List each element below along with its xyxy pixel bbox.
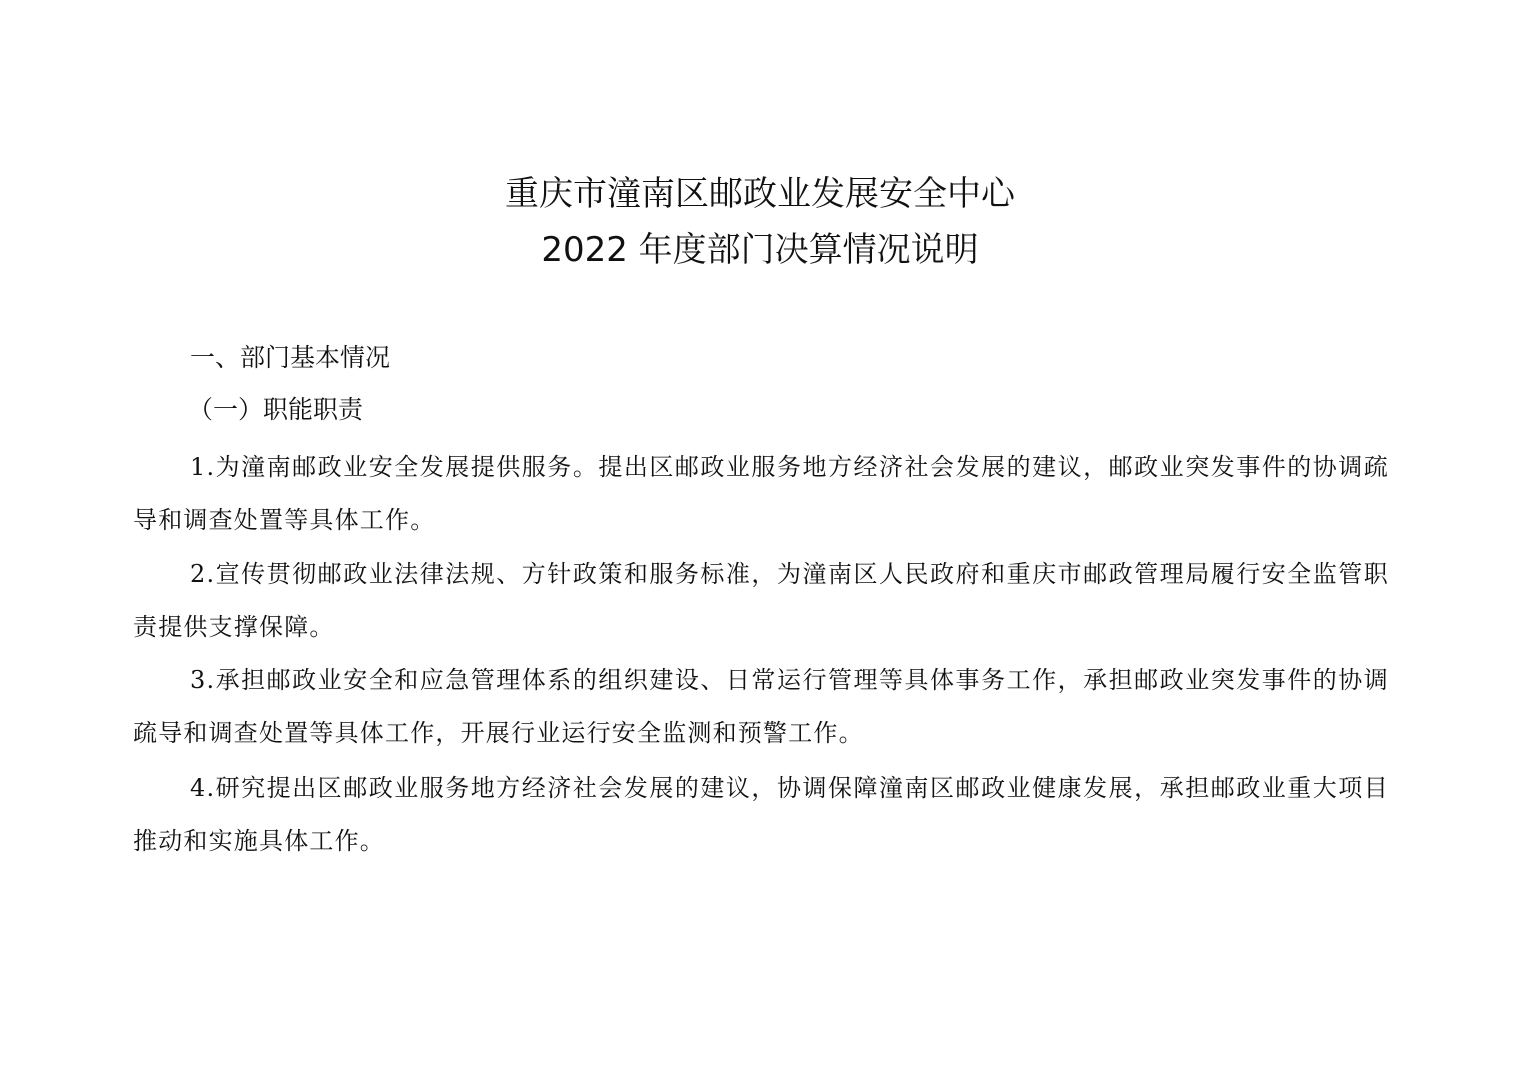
subsection-heading: （一）职能职责	[188, 395, 364, 424]
paragraph-2: 2.宣传贯彻邮政业法律法规、方针政策和服务标准，为潼南区人民政府和重庆市邮政管理局履行安全监管职责提供支撑保障。	[133, 560, 1389, 641]
section-heading: 一、部门基本情况	[190, 343, 391, 372]
paragraph-4: 4.研究提出区邮政业服务地方经济社会发展的建议，协调保障潼南区邮政业健康发展，承担邮政业重大项目推动和实施具体工作。	[133, 774, 1389, 855]
title-line-2: 2022 年度部门决算情况说明	[541, 230, 979, 270]
paragraph-3: 3.承担邮政业安全和应急管理体系的组织建设、日常运行管理等具体事务工作，承担邮政业突发事件的协调疏导和调查处置等具体工作，开展行业运行安全监测和预警工作。	[133, 666, 1389, 747]
title-line-1: 重庆市潼南区邮政业发展安全中心	[505, 174, 1015, 214]
document-title	[0, 166, 1520, 278]
paragraph-1: 1.为潼南邮政业安全发展提供服务。提出区邮政业服务地方经济社会发展的建议，邮政业突发事件的协调疏导和调查处置等具体工作。	[133, 453, 1389, 534]
